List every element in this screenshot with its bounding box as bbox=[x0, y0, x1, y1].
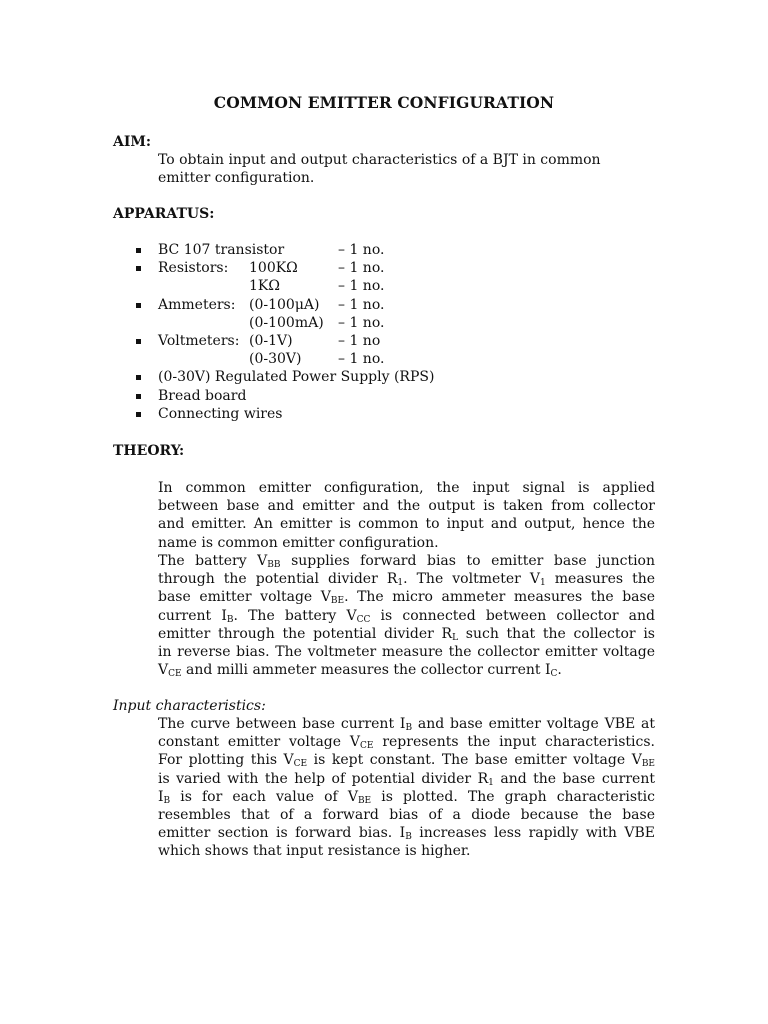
item-spec: 1KΩ bbox=[249, 278, 280, 295]
text-run: For plotting this V bbox=[158, 752, 294, 769]
text-run: increases less rapidly with VBE bbox=[411, 825, 655, 842]
apparatus-heading: APPARATUS: bbox=[113, 206, 215, 222]
subscript: BE bbox=[330, 596, 345, 607]
text-run: . The micro ammeter measures the base bbox=[344, 589, 655, 606]
bullet-icon bbox=[136, 375, 141, 380]
subscript: BE bbox=[357, 795, 372, 806]
bullet-icon bbox=[136, 248, 141, 253]
text-line bbox=[158, 788, 655, 806]
text-run: such that the collector is bbox=[458, 625, 655, 642]
aim-heading: AIM: bbox=[113, 134, 152, 150]
item-name: Voltmeters: bbox=[158, 332, 240, 349]
text-run: is kept constant. The base emitter voltage V bbox=[307, 752, 642, 769]
item-name: (0-30V) Regulated Power Supply (RPS) bbox=[158, 369, 435, 386]
subscript: C bbox=[550, 669, 558, 680]
item-qty: – 1 no. bbox=[338, 296, 385, 313]
text-line: resembles that of a forward bias of a diode because the base bbox=[158, 807, 655, 824]
bullet-icon bbox=[136, 412, 141, 417]
text-run: and the base current bbox=[493, 770, 655, 787]
item-qty: – 1 no. bbox=[338, 351, 385, 368]
item-spec: (0-100mA) bbox=[249, 314, 324, 331]
item-qty: – 1 no. bbox=[338, 242, 385, 258]
text-line bbox=[158, 770, 655, 788]
theory-heading: THEORY: bbox=[113, 443, 185, 459]
item-qty: – 1 no. bbox=[338, 260, 385, 277]
text-run: supplies forward bias to emitter base junction bbox=[280, 553, 655, 569]
bullet-icon bbox=[136, 266, 141, 271]
item-qty: – 1 no. bbox=[338, 314, 385, 331]
subscript: CE bbox=[360, 741, 374, 752]
text-line bbox=[158, 715, 655, 733]
subscript: B bbox=[163, 795, 171, 806]
subscript: CC bbox=[356, 614, 371, 625]
text-line bbox=[158, 552, 655, 570]
text-run: is plotted. The graph characteristic bbox=[371, 788, 655, 805]
item-qty: – 1 no bbox=[338, 332, 381, 349]
subscript: BE bbox=[641, 759, 655, 770]
item-name: Resistors: bbox=[158, 260, 229, 277]
text-line: in reverse bias. The voltmeter measure the collector emitter voltage bbox=[158, 644, 655, 661]
text-run: . The voltmeter V bbox=[403, 571, 541, 588]
text-run: represents the input characteristics. bbox=[373, 734, 655, 751]
subscript: 1 bbox=[397, 578, 404, 589]
text-run: . bbox=[557, 662, 562, 679]
text-run: base emitter voltage V bbox=[158, 589, 331, 606]
bullet-icon bbox=[136, 394, 141, 399]
text-run: . The battery V bbox=[233, 607, 357, 624]
text-line bbox=[158, 751, 655, 769]
text-run: and base emitter voltage VBE at bbox=[412, 716, 656, 732]
subscript: CE bbox=[293, 759, 308, 770]
text-line bbox=[158, 625, 655, 643]
text-line: name is common emitter configuration. bbox=[158, 534, 439, 551]
text-line: In common emitter configuration, the input signal is applied bbox=[158, 480, 655, 496]
item-spec: (0-30V) bbox=[249, 351, 302, 368]
text-line: which shows that input resistance is higher. bbox=[158, 843, 471, 860]
text-line bbox=[158, 661, 655, 679]
text-run: constant emitter voltage V bbox=[158, 734, 361, 751]
aim-line-1: To obtain input and output characteristics of a BJT in common bbox=[158, 152, 601, 168]
subscript: B bbox=[405, 723, 413, 733]
bullet-icon bbox=[136, 339, 141, 344]
subscript: B bbox=[226, 614, 234, 625]
subscript: 1 bbox=[540, 578, 546, 589]
text-run: and milli ammeter measures the collector current I bbox=[181, 662, 551, 679]
aim-line-2: emitter configuration. bbox=[158, 170, 315, 187]
text-line bbox=[158, 607, 655, 625]
text-run: The battery V bbox=[158, 553, 268, 569]
text-run: is for each value of V bbox=[170, 788, 358, 805]
item-qty: – 1 no. bbox=[338, 278, 385, 295]
subscript: 1 bbox=[488, 777, 494, 788]
subscript: L bbox=[452, 632, 459, 643]
page-title: COMMON EMITTER CONFIGURATION bbox=[213, 93, 555, 112]
item-name: Ammeters: bbox=[158, 296, 236, 313]
subscript: CE bbox=[168, 669, 182, 680]
input-characteristics-paragraph bbox=[158, 715, 655, 861]
subscript: BB bbox=[267, 560, 281, 570]
text-run: measures the bbox=[545, 571, 656, 588]
item-name: Connecting wires bbox=[158, 405, 283, 422]
text-run: is varied with the help of potential divider R bbox=[158, 770, 489, 787]
subscript: B bbox=[405, 832, 412, 843]
text-run: emitter through the potential divider R bbox=[158, 625, 453, 642]
item-spec: 100KΩ bbox=[249, 260, 298, 277]
theory-paragraph-2 bbox=[158, 552, 655, 679]
text-run: I bbox=[158, 788, 164, 805]
item-spec: (0-1V) bbox=[249, 332, 293, 349]
text-line bbox=[158, 733, 655, 751]
item-name: BC 107 transistor bbox=[158, 242, 285, 258]
aim-text bbox=[158, 151, 655, 187]
input-characteristics-heading: Input characteristics: bbox=[113, 698, 266, 714]
text-run: through the potential divider R bbox=[158, 571, 398, 588]
text-run: emitter section is forward bias. I bbox=[158, 825, 406, 842]
text-line: and emitter. An emitter is common to input and output, hence the bbox=[158, 516, 655, 533]
item-name: Bread board bbox=[158, 387, 247, 404]
text-line bbox=[158, 824, 655, 842]
text-line bbox=[158, 588, 655, 606]
bullet-icon bbox=[136, 303, 141, 308]
item-spec: (0-100μA) bbox=[249, 296, 320, 313]
text-run: The curve between base current I bbox=[158, 716, 406, 732]
text-run: current I bbox=[158, 607, 227, 624]
text-run: is connected between collector and bbox=[370, 607, 655, 624]
theory-paragraph-1 bbox=[158, 479, 655, 552]
text-line bbox=[158, 570, 655, 588]
text-run: V bbox=[158, 662, 169, 679]
text-line: between base and emitter and the output is taken from collector bbox=[158, 498, 655, 515]
